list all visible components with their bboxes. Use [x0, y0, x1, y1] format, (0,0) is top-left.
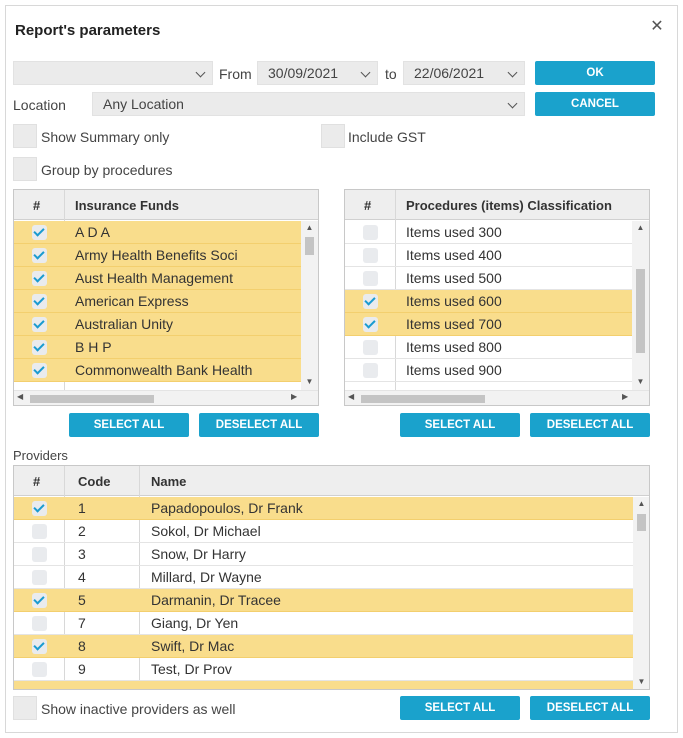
- checkbox-checked[interactable]: [32, 340, 47, 355]
- table-row[interactable]: [345, 336, 632, 359]
- provider-name: Darmanin, Dr Tracee: [151, 592, 281, 608]
- procedure-name: Items used 400: [406, 247, 502, 263]
- group-by-procedures-label: Group by procedures: [41, 162, 173, 178]
- vertical-scrollbar[interactable]: [633, 497, 650, 690]
- procedure-name: Items used 800: [406, 339, 502, 355]
- grid-header: [14, 466, 650, 496]
- table-row[interactable]: [345, 267, 632, 290]
- provider-name: Test, Dr Prov: [151, 661, 232, 677]
- table-row[interactable]: [14, 244, 301, 267]
- close-icon[interactable]: ✕: [650, 18, 664, 35]
- procedures-select-all-button[interactable]: SELECT ALL: [400, 413, 520, 437]
- procedures-grid: [344, 189, 650, 406]
- include-gst-checkbox[interactable]: [321, 124, 345, 148]
- cancel-button[interactable]: CANCEL: [535, 92, 655, 116]
- procedure-name: Items used 900: [406, 362, 502, 378]
- show-summary-label: Show Summary only: [41, 129, 170, 145]
- table-row[interactable]: [14, 612, 633, 635]
- provider-code: 3: [78, 546, 86, 562]
- scroll-left-icon[interactable]: ◀: [348, 392, 355, 401]
- table-row[interactable]: [14, 635, 633, 658]
- providers-label: Providers: [13, 448, 68, 463]
- table-row[interactable]: [14, 520, 633, 543]
- table-row[interactable]: [345, 313, 632, 336]
- col-hash: #: [364, 198, 372, 213]
- table-row[interactable]: [345, 244, 632, 267]
- grid-header: [14, 190, 319, 220]
- provider-name: Sokol, Dr Michael: [151, 523, 261, 539]
- chevron-down-icon: [196, 68, 206, 78]
- provider-name: Millard, Dr Wayne: [151, 569, 262, 585]
- scroll-down-icon[interactable]: ▼: [637, 677, 646, 686]
- table-row[interactable]: [14, 313, 301, 336]
- scroll-thumb[interactable]: [305, 237, 314, 255]
- checkbox-unchecked[interactable]: [32, 547, 47, 562]
- checkbox-checked[interactable]: [32, 317, 47, 332]
- providers-grid: [13, 465, 650, 690]
- checkbox-checked[interactable]: [32, 225, 47, 240]
- group-by-procedures-checkbox[interactable]: [13, 157, 37, 181]
- procedure-name: Items used 500: [406, 270, 502, 286]
- date-type-select[interactable]: [13, 61, 213, 85]
- scroll-thumb[interactable]: [636, 269, 645, 353]
- scroll-left-icon[interactable]: ◀: [17, 392, 24, 401]
- table-row[interactable]: [14, 336, 301, 359]
- show-summary-checkbox[interactable]: [13, 124, 37, 148]
- table-row[interactable]: [14, 658, 633, 681]
- table-row[interactable]: [14, 497, 633, 520]
- checkbox-checked[interactable]: [32, 248, 47, 263]
- provider-code: 4: [78, 569, 86, 585]
- provider-code: 2: [78, 523, 86, 539]
- chevron-down-icon: [508, 68, 518, 78]
- scroll-thumb[interactable]: [361, 395, 485, 403]
- providers-select-all-button[interactable]: SELECT ALL: [400, 696, 520, 720]
- procedure-name: Items used 700: [406, 316, 502, 332]
- providers-deselect-all-button[interactable]: DESELECT ALL: [530, 696, 650, 720]
- checkbox-unchecked[interactable]: [363, 340, 378, 355]
- table-row[interactable]: [14, 290, 301, 313]
- fund-name: Australian Unity: [75, 316, 174, 332]
- chevron-down-icon: [361, 68, 371, 78]
- report-parameters-dialog: [5, 5, 678, 733]
- scroll-thumb[interactable]: [637, 514, 646, 531]
- provider-code: 8: [78, 638, 86, 654]
- to-date-field[interactable]: [403, 61, 525, 85]
- scroll-right-icon[interactable]: ▶: [291, 392, 298, 401]
- show-inactive-label: Show inactive providers as well: [41, 701, 236, 717]
- include-gst-label: Include GST: [348, 129, 426, 145]
- provider-code: 5: [78, 592, 86, 608]
- provider-code: 7: [78, 615, 86, 631]
- horizontal-scrollbar[interactable]: [345, 390, 650, 406]
- fund-name: Commonwealth Bank Health: [75, 362, 253, 378]
- checkbox-checked[interactable]: [363, 294, 378, 309]
- scroll-up-icon[interactable]: ▲: [636, 223, 645, 232]
- fund-name: Aust Health Management: [75, 270, 233, 286]
- insurance-select-all-button[interactable]: SELECT ALL: [69, 413, 189, 437]
- checkbox-checked[interactable]: [363, 317, 378, 332]
- table-row[interactable]: [14, 359, 301, 382]
- from-label: From: [219, 66, 252, 82]
- checkbox-unchecked[interactable]: [32, 570, 47, 585]
- procedure-name: Items used 600: [406, 293, 502, 309]
- checkbox-unchecked[interactable]: [363, 248, 378, 263]
- provider-name: Swift, Dr Mac: [151, 638, 235, 654]
- scroll-down-icon[interactable]: ▼: [305, 377, 314, 386]
- table-row[interactable]: [345, 221, 632, 244]
- checkbox-checked[interactable]: [32, 593, 47, 608]
- procedure-name: Items used 300: [406, 224, 502, 240]
- checkbox-unchecked[interactable]: [363, 363, 378, 378]
- scroll-down-icon[interactable]: ▼: [636, 377, 645, 386]
- col-hash: #: [33, 198, 41, 213]
- table-row-partial[interactable]: [14, 681, 633, 690]
- ok-button[interactable]: OK: [535, 61, 655, 85]
- from-date-value: 30/09/2021: [268, 65, 339, 81]
- fund-name: Army Health Benefits Soci: [75, 247, 238, 263]
- fund-name: American Express: [75, 293, 189, 309]
- provider-name: Giang, Dr Yen: [151, 615, 239, 631]
- table-row[interactable]: [14, 267, 301, 290]
- dialog-title: Report's parameters: [15, 22, 161, 39]
- checkbox-checked[interactable]: [32, 294, 47, 309]
- scroll-up-icon[interactable]: ▲: [305, 223, 314, 232]
- location-label: Location: [13, 97, 66, 113]
- col-insurance-funds[interactable]: Insurance Funds: [75, 198, 180, 213]
- location-value: Any Location: [103, 96, 184, 112]
- insurance-deselect-all-button[interactable]: DESELECT ALL: [199, 413, 319, 437]
- checkbox-checked[interactable]: [32, 501, 47, 516]
- table-row[interactable]: [14, 566, 633, 589]
- scroll-right-icon[interactable]: ▶: [622, 392, 629, 401]
- checkbox-unchecked[interactable]: [32, 616, 47, 631]
- table-row[interactable]: [14, 221, 301, 244]
- grid-header: [345, 190, 650, 220]
- table-row[interactable]: [345, 290, 632, 313]
- checkbox-unchecked[interactable]: [363, 225, 378, 240]
- col-name[interactable]: Name: [151, 474, 187, 489]
- col-code[interactable]: Code: [78, 474, 111, 489]
- to-label: to: [385, 66, 397, 82]
- fund-name: A D A: [75, 224, 111, 240]
- checkbox-unchecked[interactable]: [363, 271, 378, 286]
- to-date-value: 22/06/2021: [414, 65, 485, 81]
- location-select[interactable]: [92, 92, 525, 116]
- scroll-thumb[interactable]: [30, 395, 154, 403]
- show-inactive-checkbox[interactable]: [13, 696, 37, 720]
- provider-name: Snow, Dr Harry: [151, 546, 246, 562]
- checkbox-checked[interactable]: [32, 271, 47, 286]
- table-row[interactable]: [14, 589, 633, 612]
- checkbox-checked[interactable]: [32, 639, 47, 654]
- provider-code: 1: [78, 500, 86, 516]
- col-procedures-classification[interactable]: Procedures (items) Classification: [406, 198, 612, 213]
- table-row[interactable]: [14, 543, 633, 566]
- chevron-down-icon: [508, 99, 518, 109]
- fund-name: B H P: [75, 339, 112, 355]
- from-date-field[interactable]: [257, 61, 378, 85]
- provider-name: Papadopoulos, Dr Frank: [151, 500, 303, 516]
- table-row[interactable]: [345, 359, 632, 382]
- provider-code: 9: [78, 661, 86, 677]
- insurance-funds-grid: [13, 189, 319, 406]
- horizontal-scrollbar[interactable]: [14, 390, 319, 406]
- checkbox-unchecked[interactable]: [32, 524, 47, 539]
- vertical-scrollbar[interactable]: [301, 221, 318, 390]
- col-hash: #: [33, 474, 41, 489]
- scroll-up-icon[interactable]: ▲: [637, 499, 646, 508]
- vertical-scrollbar[interactable]: [632, 221, 649, 390]
- checkbox-checked[interactable]: [32, 363, 47, 378]
- procedures-deselect-all-button[interactable]: DESELECT ALL: [530, 413, 650, 437]
- checkbox-unchecked[interactable]: [32, 662, 47, 677]
